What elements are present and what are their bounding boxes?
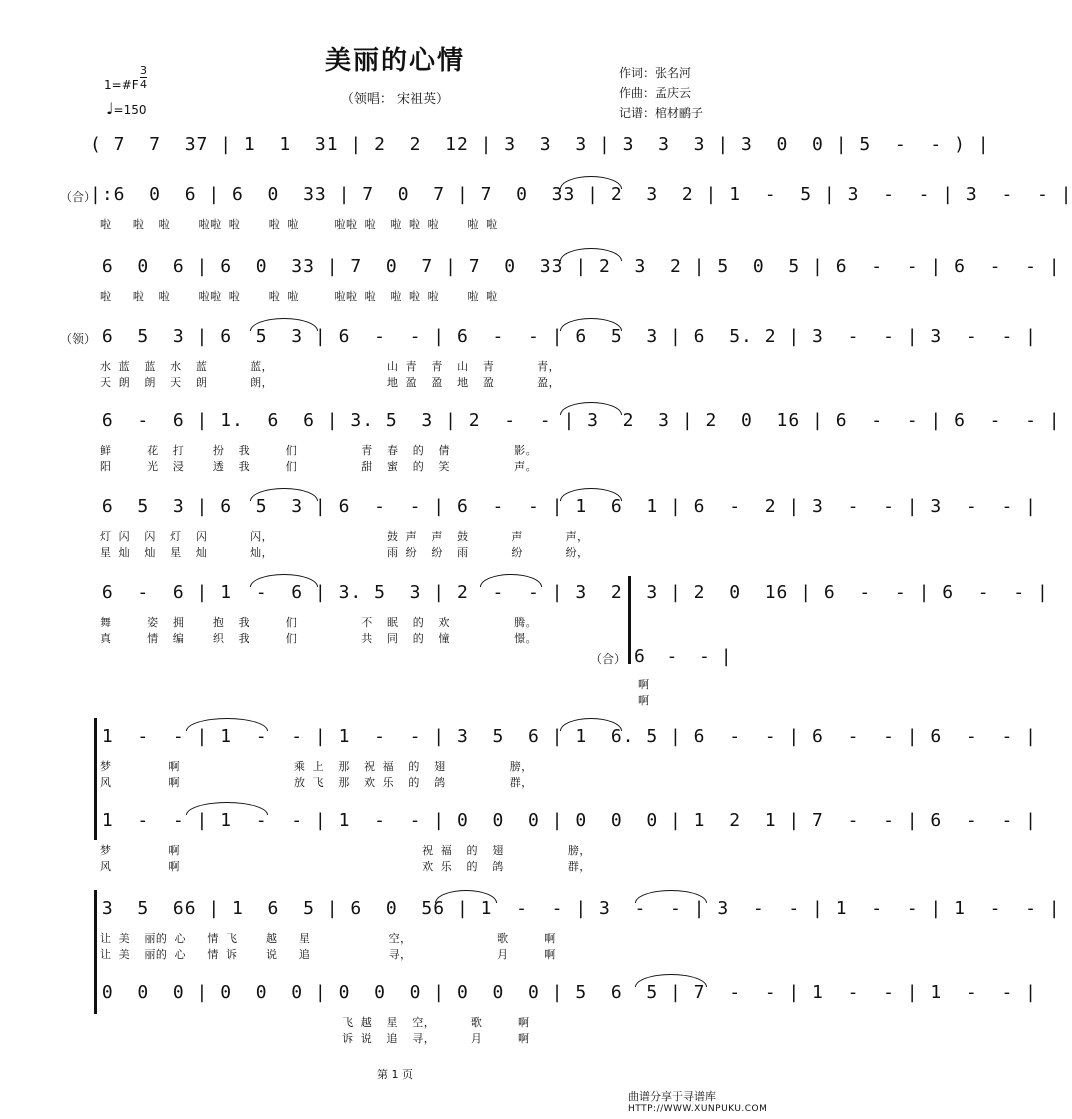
lyrics-line-verse2: 风 啊 欢 乐 的 鸽 群， <box>100 860 591 873</box>
lead-label: （领） <box>60 332 97 346</box>
time-bottom: 4 <box>140 78 147 91</box>
score-row-4 <box>90 404 1061 438</box>
song-title: 美丽的心情 <box>324 46 465 76</box>
score-row-7 <box>90 720 1037 754</box>
lyrics-line-verse1: 飞 越 星 空， 歌 啊 <box>100 1016 530 1029</box>
lyrics-line-verse2: 天 朗 朗 天 朗 朗， 地 盈 盈 地 盈 盈， <box>100 376 561 389</box>
chorus-lyric-2: 啊 <box>638 694 649 707</box>
notation-line: 6 5 3 | 6 5 3 | 6 - - | 6 - - | 1 6 1 | 6 - 2 | 3 - - | 3 - - | <box>90 496 1037 517</box>
lyrics-line-verse1: 让 美 丽的 心 情 飞 越 星 空， 歌 啊 <box>100 932 556 945</box>
lyrics-line-verse1: 梦 啊 乘 上 那 祝 福 的 翅 膀， <box>100 760 533 773</box>
chorus-label-2: （合） <box>590 652 627 666</box>
lyrics-line-verse2: 让 美 丽的 心 情 诉 说 追 寻， 月 啊 <box>100 948 556 961</box>
transcriber-credit: 记谱：棺材鹂子 <box>619 106 704 120</box>
site-credit: 曲谱分享于寻谱库 <box>628 1090 716 1103</box>
lyrics-line: 啦 啦 啦 啦啦 啦 啦 啦 啦啦 啦 啦 啦 啦 啦 啦 <box>100 218 498 231</box>
notation-line: 6 - 6 | 1 - 6 | 3. 5 3 | 2 - - | 3 2 3 | 2 0 16 | 6 - - | 6 - - | <box>90 582 1049 603</box>
page-number: 第 1 页 <box>377 1068 413 1081</box>
score-row-3 <box>90 320 1037 354</box>
time-signature <box>140 64 147 91</box>
chorus-lyric-1: 啊 <box>638 678 649 691</box>
lyrics-line-verse1: 水 蓝 蓝 水 蓝 蓝， 山 青 青 山 青 青， <box>100 360 561 373</box>
lyrics-line-verse1: 鲜 花 打 扮 我 们 青 春 的 倩 影。 <box>100 444 538 457</box>
notation-line: 6 5 3 | 6 5 3 | 6 - - | 6 - - | 6 5 3 | 6 5. 2 | 3 - - | 3 - - | <box>90 326 1037 347</box>
notation-line: |:6 0 6 | 6 0 33 | 7 0 7 | 7 0 33 | 2 3 2 | 1 - 5 | 3 - - | 3 - - | <box>90 184 1072 205</box>
score-row-5 <box>90 490 1037 524</box>
lyrics-line-verse2: 真 情 编 织 我 们 共 同 的 憧 憬。 <box>100 632 538 645</box>
lyrics-line-verse2: 风 啊 放 飞 那 欢 乐 的 鸽 群， <box>100 776 533 789</box>
notation-line: 3 5 66 | 1 6 5 | 6 0 56 | 1 - - | 3 - - | 3 - - | 1 - - | 1 - - | <box>90 898 1061 919</box>
lyrics-line-verse2: 阳 光 浸 透 我 们 甜 蜜 的 笑 声。 <box>100 460 538 473</box>
key-signature: 1=#F <box>104 78 139 92</box>
notation-line: 6 - 6 | 1. 6 6 | 3. 5 3 | 2 - - | 3 2 3 | 2 0 16 | 6 - - | 6 - - | <box>90 410 1061 431</box>
lyrics-line: 啦 啦 啦 啦啦 啦 啦 啦 啦啦 啦 啦 啦 啦 啦 啦 <box>100 290 498 303</box>
score-row-9 <box>90 892 1061 926</box>
tempo-value: =150 <box>113 103 147 117</box>
lyrics-line-verse1: 灯 闪 闪 灯 闪 闪， 鼓 声 声 鼓 声 声， <box>100 530 589 543</box>
tempo-marking <box>106 99 147 118</box>
lyrics-line-verse2: 诉 说 追 寻， 月 啊 <box>100 1032 530 1045</box>
time-top: 3 <box>140 64 147 77</box>
lead-singer: （领唱： 宋祖英） <box>340 92 450 107</box>
score-row-1 <box>90 178 1072 212</box>
lyrics-line-verse2: 星 灿 灿 星 灿 灿， 雨 纷 纷 雨 纷 纷， <box>100 546 589 559</box>
lyrics-line-verse1: 舞 姿 拥 抱 我 们 不 眠 的 欢 腾。 <box>100 616 538 629</box>
notation-line: ( 7 7 37 | 1 1 31 | 2 2 12 | 3 3 3 | 3 3 3 | 3 0 0 | 5 - - ) | <box>90 134 990 155</box>
score-row-8 <box>90 804 1037 838</box>
notation-line: 1 - - | 1 - - | 1 - - | 0 0 0 | 0 0 0 | 1 2 1 | 7 - - | 6 - - | <box>90 810 1037 831</box>
score-row-intro <box>90 128 990 162</box>
composer-credit: 作曲：孟庆云 <box>619 86 692 100</box>
notation-line: 1 - - | 1 - - | 1 - - | 3 5 6 | 1 6. 5 | 6 - - | 6 - - | 6 - - | <box>90 726 1037 747</box>
notation-line: 6 0 6 | 6 0 33 | 7 0 7 | 7 0 33 | 2 3 2 | 5 0 5 | 6 - - | 6 - - | <box>90 256 1061 277</box>
score-row-6 <box>90 576 1049 610</box>
lyrics-line-verse1: 梦 啊 祝 福 的 翅 膀， <box>100 844 591 857</box>
chorus-label: （合） <box>60 190 97 204</box>
quarter-note-icon: ♩ <box>106 99 114 118</box>
score-row-10 <box>90 976 1037 1010</box>
score-row-2 <box>90 250 1061 284</box>
site-url: HTTP://WWW.XUNPUKU.COM <box>628 1104 768 1114</box>
chorus-notation: 6 - - | <box>634 646 732 667</box>
lyricist-credit: 作词：张名河 <box>619 66 692 80</box>
notation-line: 0 0 0 | 0 0 0 | 0 0 0 | 0 0 0 | 5 6 5 | 7 - - | 1 - - | 1 - - | <box>90 982 1037 1003</box>
